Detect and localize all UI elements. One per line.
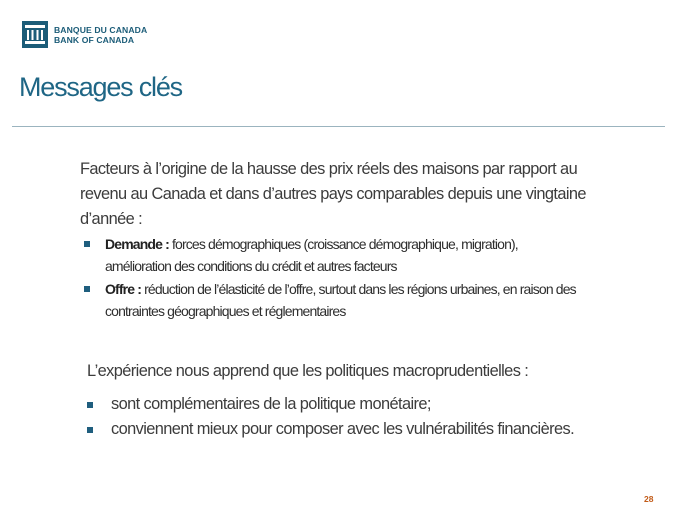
bank-logo — [22, 21, 147, 48]
bullet-text: conviennent mieux pour composer avec les vulnérabilités financières. — [111, 420, 575, 438]
slide-title: Messages clés — [19, 72, 182, 102]
logo-wordmark — [54, 25, 147, 45]
list-item — [84, 233, 584, 277]
list-item — [84, 278, 584, 322]
title-divider — [12, 126, 665, 127]
factors-intro: Facteurs à l’origine de la hausse des prix réels des maisons par rapport au revenu au Canada et dans d’autres pays comparables depuis une vingtaine d’année : — [80, 160, 586, 228]
bullet-square-icon — [87, 402, 93, 408]
logo-line-en: BANK OF CANADA — [54, 34, 135, 45]
bank-building-icon — [22, 21, 48, 48]
factors-list — [84, 233, 584, 323]
bullet-text: forces démographiques (croissance démographique, migration), amélioration des conditions du crédit et autres facteurs — [105, 236, 518, 274]
policy-intro: L’expérience nous apprend que les politiques macroprudentielles : — [87, 362, 529, 380]
bullet-text: réduction de l’élasticité de l’offre, surtout dans les régions urbaines, en raison des contraintes géographiques et réglementaires — [105, 281, 576, 319]
bullet-label: Demande : — [105, 236, 169, 252]
bullet-square-icon — [84, 286, 90, 292]
bullet-square-icon — [87, 427, 93, 433]
page-number: 28 — [644, 494, 654, 504]
bullet-text: sont complémentaires de la politique monétaire; — [111, 395, 431, 413]
policy-list — [87, 392, 587, 442]
bullet-label: Offre : — [105, 281, 142, 297]
logo-line-fr: BANQUE DU CANADA — [54, 24, 148, 35]
list-item — [87, 417, 587, 442]
bullet-square-icon — [84, 241, 90, 247]
list-item — [87, 392, 587, 417]
